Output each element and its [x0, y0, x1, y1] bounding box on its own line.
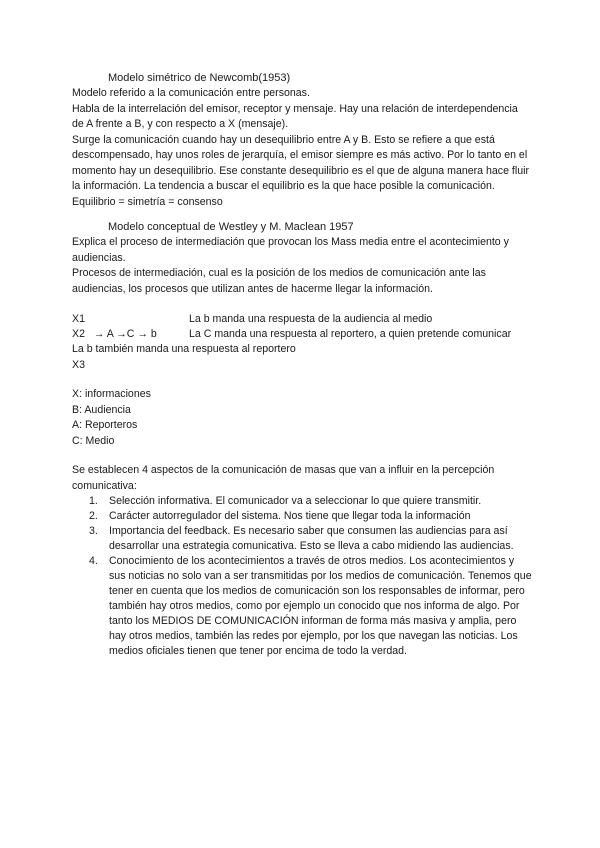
x-row-value: La C manda una respuesta al reportero, a quien pretende comunicar: [189, 328, 512, 340]
x-row-key: X1: [72, 313, 85, 325]
list-item: [89, 494, 532, 509]
paragraph: Procesos de intermediación, cual es la posición de los medios de comunicación ante las audiencias, los procesos que utilizan antes de hacerme llegar la información.: [72, 267, 486, 295]
paragraph: Surge la comunicación cuando hay un desequilibrio entre A y B. Esto se refiere a que está descompensado, hay unos roles de jerarquía, el emisor siempre es más activo. Por lo tanto en el momento hay un desequilibrio. Ese constante desequilibrio es el que de alguna manera hace fluir la información. La tendencia a buscar el equilibrio es la que hace posible la comunicación.: [72, 133, 529, 192]
list-number: 2.: [89, 510, 98, 522]
x-row-value: La b manda una respuesta de la audiencia al medio: [189, 313, 433, 325]
section-heading-newcomb: Modelo simétrico de Newcomb(1953): [108, 72, 291, 84]
list-item-text: Selección informativa. El comunicador va a seleccionar lo que quiere transmitir.: [109, 495, 482, 507]
legend-item: C: Medio: [72, 434, 115, 447]
paragraph: Explica el proceso de intermediación que provocan los Mass media entre el acontecimiento y audiencias.: [72, 236, 509, 264]
paragraph: Habla de la interrelación del emisor, receptor y mensaje. Hay una relación de interdependencia de A frente a B, y con respecto a X (mensaje).: [72, 102, 518, 130]
list-number: 4.: [89, 555, 98, 567]
legend-item: X: informaciones: [72, 388, 151, 400]
list-item: [89, 554, 532, 659]
paragraph: Equilibrio = simetría = consenso: [72, 195, 223, 208]
spacer: [72, 297, 532, 312]
legend-item: A: Reporteros: [72, 419, 138, 431]
list-item-text: Carácter autorregulador del sistema. Nos tiene que llegar toda la información: [109, 510, 471, 522]
paragraph: Modelo referido a la comunicación entre personas.: [72, 87, 310, 99]
x-row-key: X3: [72, 358, 85, 371]
section-heading-westley-maclean: Modelo conceptual de Westley y M. Maclean 1957: [108, 221, 354, 233]
spacer: [72, 449, 532, 463]
x-row: [72, 312, 532, 327]
aspects-list: [72, 494, 532, 659]
spacer: [72, 210, 532, 219]
list-item-text: Conocimiento de los acontecimientos a través de otros medios. Los acontecimientos y sus noticias no solo van a ser transmitidas por los medios de comunicación. Tenemos que tener en cuenta que los medios de comunicación son los responsables de informar, pero también hay otros medios, como por ejemplo un conocido que nos informa de algo. Por tanto los MEDIOS DE COMUNICACIÓN informan de forma más masiva y amplia, pero hay otros medios, también las redes por ejemplo, por los que navegan las noticias. Los medios oficiales tienen que tener por encima de todo la verdad.: [109, 555, 532, 657]
document-page: [72, 70, 532, 659]
spacer: [72, 373, 532, 387]
list-item-text: Importancia del feedback. Es necesario saber que consumen las audiencias para así desarrollar una estrategia comunicativa. Esto se lleva a cabo midiendo las audiencias.: [109, 525, 514, 552]
legend-item: B: Audiencia: [72, 403, 131, 416]
list-number: 3.: [89, 525, 98, 537]
x-row-continuation: La b también manda una respuesta al reportero: [72, 343, 296, 355]
list-number: 1.: [89, 495, 98, 507]
x-row: [72, 327, 532, 342]
list-item: [89, 524, 532, 554]
paragraph: Se establecen 4 aspectos de la comunicación de masas que van a influir en la percepción comunicativa:: [72, 464, 495, 492]
list-item: [89, 509, 532, 524]
x-row-key: X2 → A →C → b: [72, 328, 157, 340]
